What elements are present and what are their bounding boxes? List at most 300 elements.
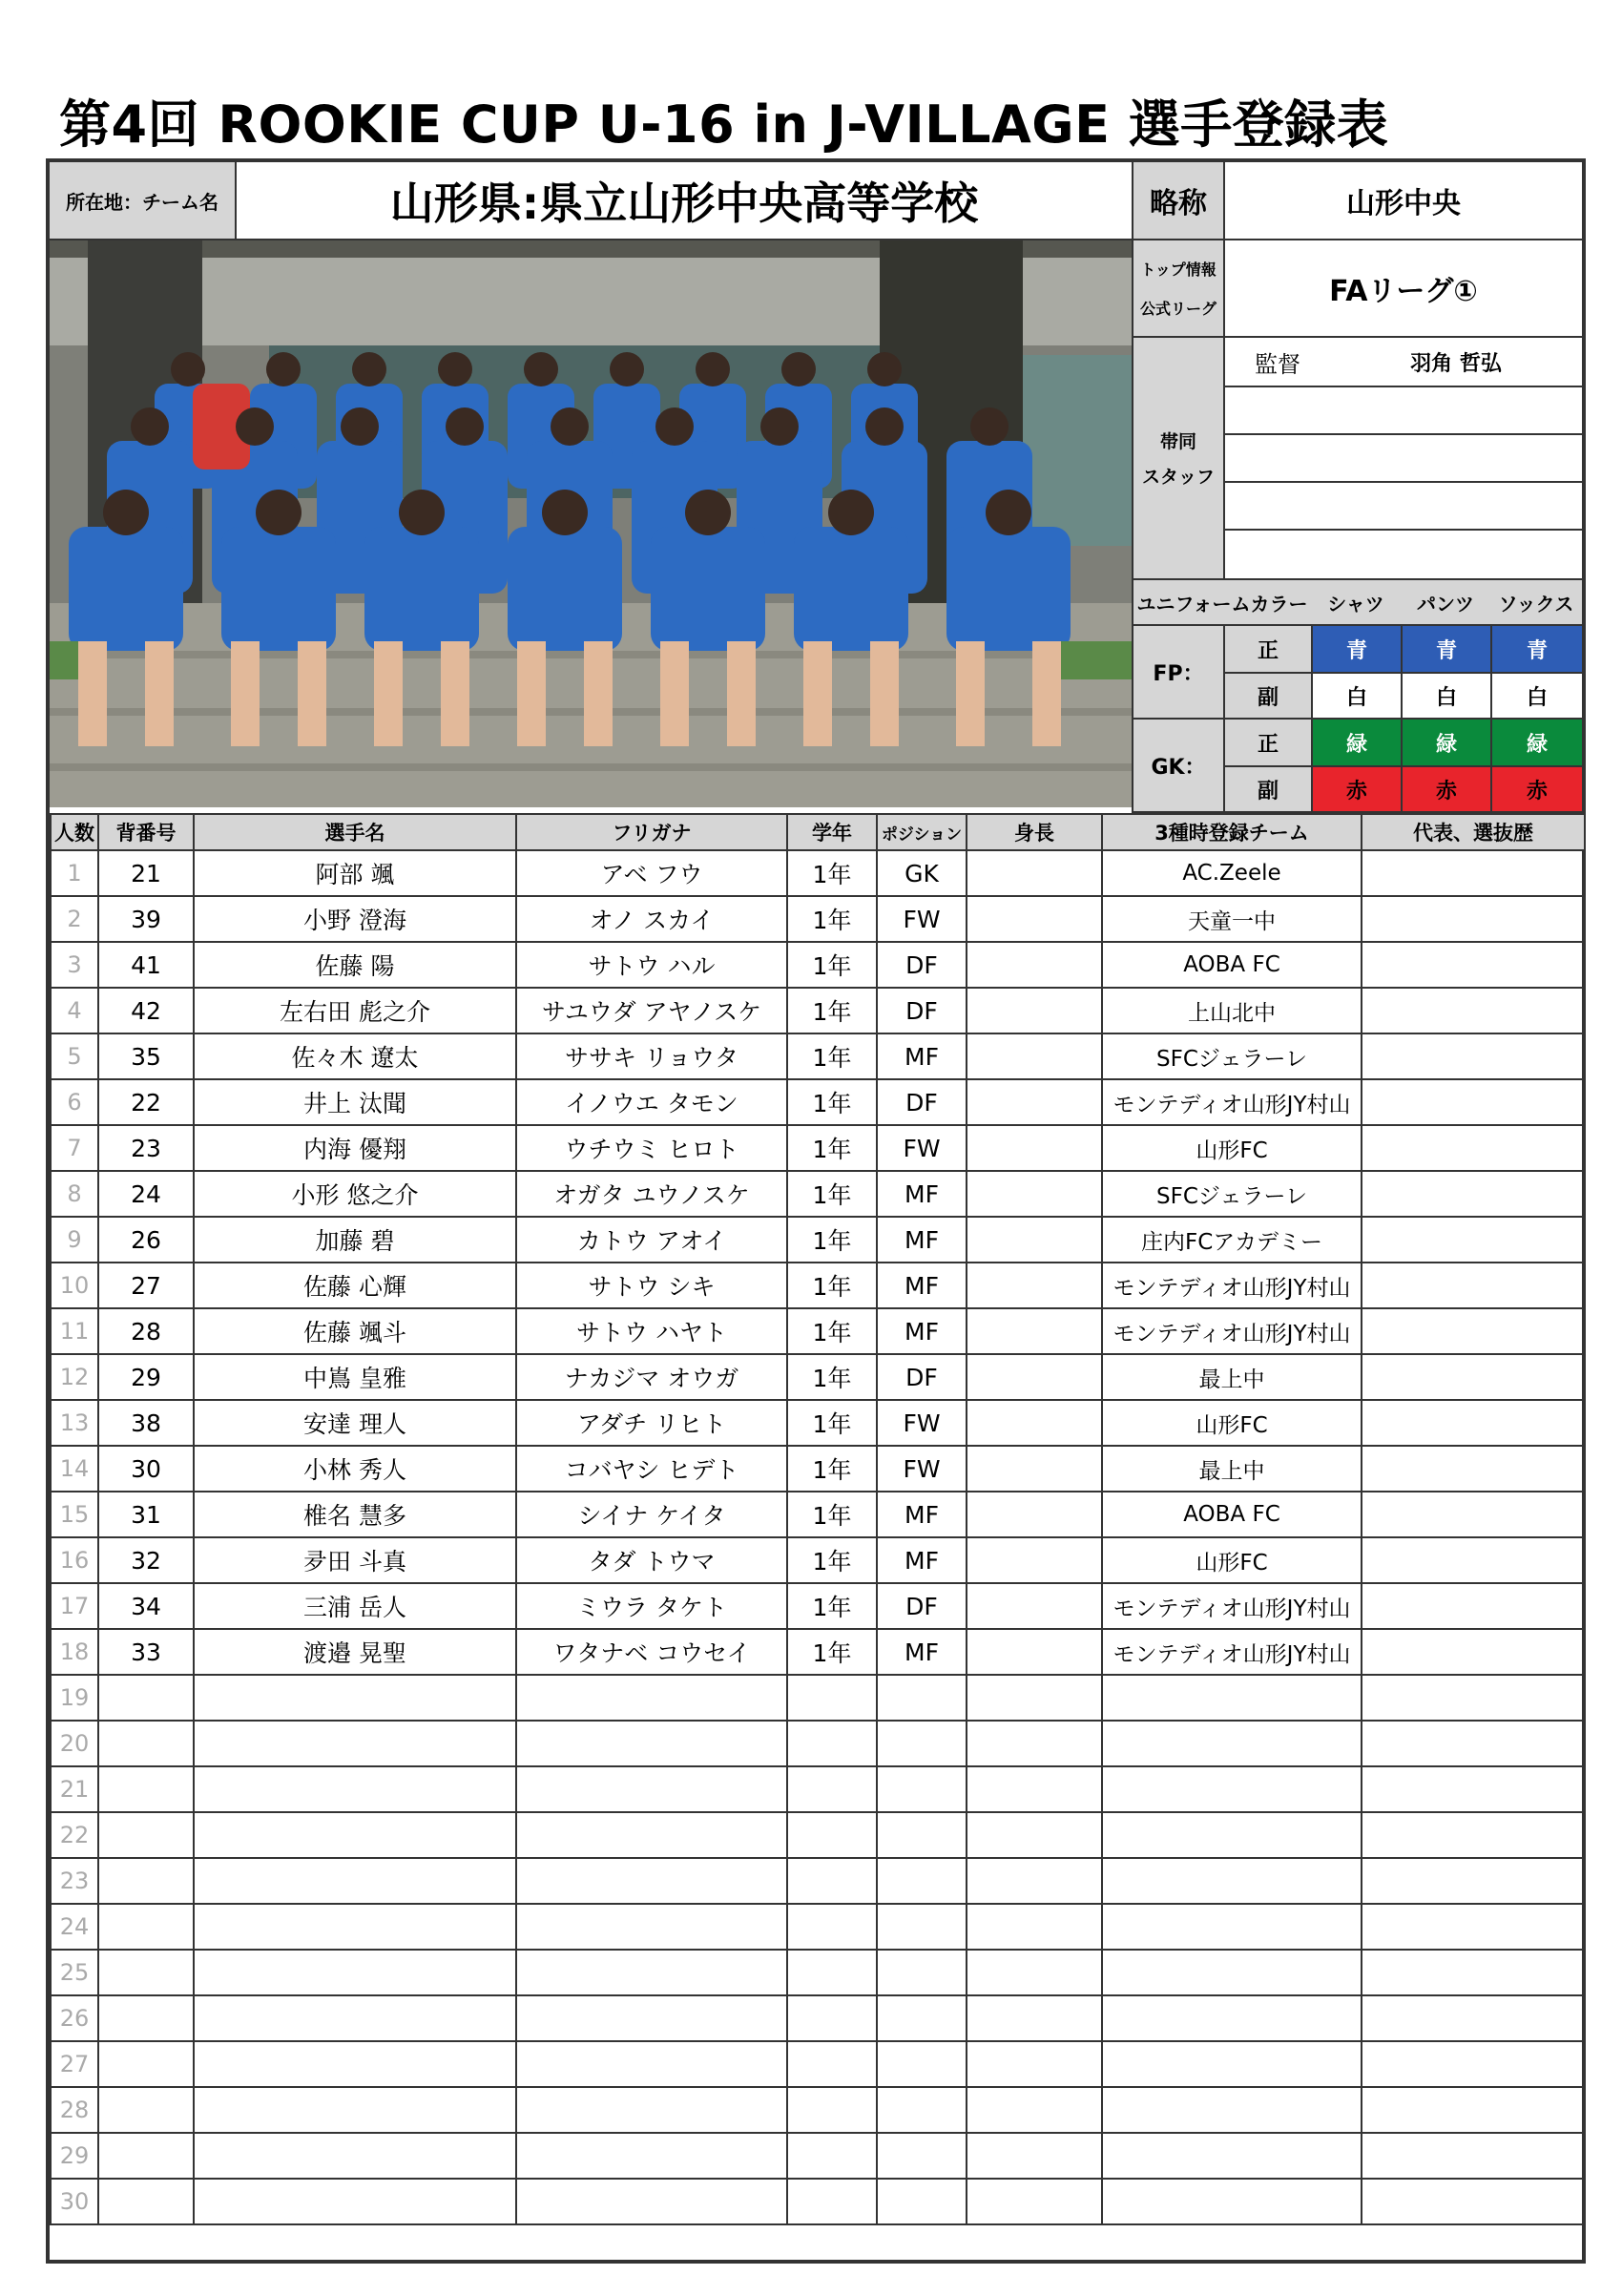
player-name: 小野 澄海 bbox=[194, 896, 516, 942]
player-position bbox=[877, 1812, 967, 1858]
player-kana: ササキ リョウタ bbox=[516, 1033, 787, 1079]
staff-row-4 bbox=[1223, 481, 1584, 531]
player-position: MF bbox=[877, 1308, 967, 1354]
roster-table bbox=[50, 813, 1586, 2225]
table-row bbox=[51, 2087, 1585, 2133]
player-kana: イノウエ タモン bbox=[516, 1079, 787, 1125]
player-name: 中嶌 皇雅 bbox=[194, 1354, 516, 1400]
player-junior-team bbox=[1102, 2133, 1362, 2179]
player-kana bbox=[516, 2179, 787, 2224]
gk-secondary-shirt: 赤 bbox=[1311, 765, 1403, 813]
player-junior-team bbox=[1102, 1950, 1362, 1995]
player-representative bbox=[1362, 1079, 1585, 1125]
player-kana: ミウラ タケト bbox=[516, 1583, 787, 1629]
player-height bbox=[967, 1812, 1102, 1858]
table-row bbox=[51, 942, 1585, 988]
player-name bbox=[194, 2133, 516, 2179]
player-position bbox=[877, 1904, 967, 1950]
player-number: 31 bbox=[98, 1492, 194, 1537]
player-representative bbox=[1362, 896, 1585, 942]
table-row bbox=[51, 850, 1585, 896]
fp-secondary-socks: 白 bbox=[1490, 672, 1584, 720]
player-representative bbox=[1362, 1766, 1585, 1812]
player-grade bbox=[787, 1950, 877, 1995]
row-count: 20 bbox=[51, 1721, 98, 1766]
uniform-col-socks: ソックス bbox=[1490, 578, 1584, 626]
player-representative bbox=[1362, 2041, 1585, 2087]
player-grade bbox=[787, 1721, 877, 1766]
player-name bbox=[194, 1766, 516, 1812]
player-number bbox=[98, 1858, 194, 1904]
table-row bbox=[51, 1537, 1585, 1583]
player-number: 32 bbox=[98, 1537, 194, 1583]
player-junior-team: 最上中 bbox=[1102, 1446, 1362, 1492]
player-height bbox=[967, 1033, 1102, 1079]
player-kana: タダ トウマ bbox=[516, 1537, 787, 1583]
player-grade: 1年 bbox=[787, 988, 877, 1033]
player-height bbox=[967, 850, 1102, 896]
player-position: MF bbox=[877, 1171, 967, 1217]
player-grade bbox=[787, 1995, 877, 2041]
player-number: 34 bbox=[98, 1583, 194, 1629]
player-name: 安達 理人 bbox=[194, 1400, 516, 1446]
player-height bbox=[967, 1995, 1102, 2041]
player-kana: シイナ ケイタ bbox=[516, 1492, 787, 1537]
col-representative: 代表、選抜歴 bbox=[1362, 814, 1585, 850]
uniform-col-shirt: シャツ bbox=[1311, 578, 1403, 626]
player-junior-team: 山形FC bbox=[1102, 1537, 1362, 1583]
col-junior-team: 3種時登録チーム bbox=[1102, 814, 1362, 850]
table-row bbox=[51, 1263, 1585, 1308]
player-grade: 1年 bbox=[787, 1354, 877, 1400]
player-number: 22 bbox=[98, 1079, 194, 1125]
uniform-col-pants: パンツ bbox=[1401, 578, 1492, 626]
player-kana: コバヤシ ヒデト bbox=[516, 1446, 787, 1492]
player-number bbox=[98, 1766, 194, 1812]
player-number bbox=[98, 1812, 194, 1858]
player-representative bbox=[1362, 1171, 1585, 1217]
player-kana bbox=[516, 1995, 787, 2041]
table-row bbox=[51, 1354, 1585, 1400]
location-label: 所在地：チーム名 bbox=[48, 160, 237, 240]
row-count: 1 bbox=[51, 850, 98, 896]
player-position bbox=[877, 1858, 967, 1904]
player-representative bbox=[1362, 1858, 1585, 1904]
player-name: 左右田 彪之介 bbox=[194, 988, 516, 1033]
player-number: 39 bbox=[98, 896, 194, 942]
player-kana: オノ スカイ bbox=[516, 896, 787, 942]
player-height bbox=[967, 1629, 1102, 1675]
player-junior-team: 庄内FCアカデミー bbox=[1102, 1217, 1362, 1263]
player-height bbox=[967, 1079, 1102, 1125]
player-junior-team bbox=[1102, 1995, 1362, 2041]
player-position bbox=[877, 2133, 967, 2179]
gk-secondary-pants: 赤 bbox=[1401, 765, 1492, 813]
player-height bbox=[967, 1492, 1102, 1537]
fp-primary-shirt: 青 bbox=[1311, 624, 1403, 674]
player-name bbox=[194, 1995, 516, 2041]
fp-primary-label: 正 bbox=[1223, 624, 1313, 674]
player-height bbox=[967, 1904, 1102, 1950]
player-position: MF bbox=[877, 1033, 967, 1079]
roster-body bbox=[51, 850, 1585, 2224]
player-representative bbox=[1362, 1721, 1585, 1766]
uniform-label: ユニフォームカラー bbox=[1132, 578, 1313, 626]
row-count: 26 bbox=[51, 1995, 98, 2041]
row-count: 16 bbox=[51, 1537, 98, 1583]
player-representative bbox=[1362, 942, 1585, 988]
player-junior-team: 山形FC bbox=[1102, 1400, 1362, 1446]
player-grade: 1年 bbox=[787, 1263, 877, 1308]
table-row bbox=[51, 2179, 1585, 2224]
player-grade: 1年 bbox=[787, 1492, 877, 1537]
page-title: 第4回 ROOKIE CUP U-16 in J-VILLAGE 選手登録表 bbox=[59, 94, 1389, 155]
row-count: 18 bbox=[51, 1629, 98, 1675]
player-junior-team: 天童一中 bbox=[1102, 896, 1362, 942]
player-kana: オガタ ユウノスケ bbox=[516, 1171, 787, 1217]
player-grade: 1年 bbox=[787, 1033, 877, 1079]
player-position bbox=[877, 1675, 967, 1721]
player-position bbox=[877, 1995, 967, 2041]
player-height bbox=[967, 1766, 1102, 1812]
table-row bbox=[51, 1675, 1585, 1721]
table-row bbox=[51, 1766, 1585, 1812]
abbr-value: 山形中央 bbox=[1223, 160, 1584, 240]
row-count: 3 bbox=[51, 942, 98, 988]
player-kana bbox=[516, 1766, 787, 1812]
player-height bbox=[967, 2087, 1102, 2133]
player-junior-team bbox=[1102, 1812, 1362, 1858]
row-count: 13 bbox=[51, 1400, 98, 1446]
player-junior-team: 最上中 bbox=[1102, 1354, 1362, 1400]
player-junior-team: SFCジェラーレ bbox=[1102, 1171, 1362, 1217]
row-count: 24 bbox=[51, 1904, 98, 1950]
roster-header-row bbox=[51, 814, 1585, 850]
player-number bbox=[98, 1950, 194, 1995]
table-row bbox=[51, 1079, 1585, 1125]
row-count: 28 bbox=[51, 2087, 98, 2133]
row-count: 8 bbox=[51, 1171, 98, 1217]
player-junior-team: モンテディオ山形JY村山 bbox=[1102, 1629, 1362, 1675]
player-grade: 1年 bbox=[787, 850, 877, 896]
player-representative bbox=[1362, 1446, 1585, 1492]
player-name: 阿部 颯 bbox=[194, 850, 516, 896]
player-grade: 1年 bbox=[787, 942, 877, 988]
player-position bbox=[877, 1950, 967, 1995]
row-count: 11 bbox=[51, 1308, 98, 1354]
gk-primary-shirt: 緑 bbox=[1311, 718, 1403, 767]
player-grade bbox=[787, 1766, 877, 1812]
player-name: 小林 秀人 bbox=[194, 1446, 516, 1492]
player-junior-team bbox=[1102, 1721, 1362, 1766]
player-kana bbox=[516, 2133, 787, 2179]
player-grade: 1年 bbox=[787, 1583, 877, 1629]
player-representative bbox=[1362, 1995, 1585, 2041]
player-grade bbox=[787, 2133, 877, 2179]
gk-primary-socks: 緑 bbox=[1490, 718, 1584, 767]
player-junior-team: モンテディオ山形JY村山 bbox=[1102, 1263, 1362, 1308]
staff-row-3 bbox=[1223, 433, 1584, 483]
player-name: 内海 優翔 bbox=[194, 1125, 516, 1171]
player-position bbox=[877, 1766, 967, 1812]
col-position: ポジション bbox=[877, 814, 967, 850]
player-name bbox=[194, 2087, 516, 2133]
player-grade bbox=[787, 1812, 877, 1858]
player-height bbox=[967, 2179, 1102, 2224]
player-representative bbox=[1362, 1950, 1585, 1995]
player-position: DF bbox=[877, 1354, 967, 1400]
player-position: FW bbox=[877, 1446, 967, 1492]
player-name: 夛田 斗真 bbox=[194, 1537, 516, 1583]
player-kana: サトウ ハル bbox=[516, 942, 787, 988]
row-count: 10 bbox=[51, 1263, 98, 1308]
player-number bbox=[98, 2041, 194, 2087]
player-height bbox=[967, 1308, 1102, 1354]
fp-secondary-pants: 白 bbox=[1401, 672, 1492, 720]
player-junior-team: 上山北中 bbox=[1102, 988, 1362, 1033]
player-position: MF bbox=[877, 1217, 967, 1263]
table-row bbox=[51, 1308, 1585, 1354]
coach-label: 監督 bbox=[1255, 350, 1300, 378]
player-height bbox=[967, 2041, 1102, 2087]
col-grade: 学年 bbox=[787, 814, 877, 850]
player-kana bbox=[516, 1721, 787, 1766]
player-number: 21 bbox=[98, 850, 194, 896]
player-name: 佐藤 颯斗 bbox=[194, 1308, 516, 1354]
col-height: 身長 bbox=[967, 814, 1102, 850]
player-position: MF bbox=[877, 1492, 967, 1537]
player-representative bbox=[1362, 2087, 1585, 2133]
player-number: 35 bbox=[98, 1033, 194, 1079]
player-name bbox=[194, 1675, 516, 1721]
player-number bbox=[98, 1721, 194, 1766]
player-position: DF bbox=[877, 988, 967, 1033]
player-kana bbox=[516, 1950, 787, 1995]
row-count: 15 bbox=[51, 1492, 98, 1537]
player-number: 27 bbox=[98, 1263, 194, 1308]
table-row bbox=[51, 988, 1585, 1033]
player-height bbox=[967, 1446, 1102, 1492]
staff-row-5 bbox=[1223, 529, 1584, 580]
table-row bbox=[51, 896, 1585, 942]
player-representative bbox=[1362, 1537, 1585, 1583]
player-number: 42 bbox=[98, 988, 194, 1033]
fp-primary-pants: 青 bbox=[1401, 624, 1492, 674]
player-representative bbox=[1362, 988, 1585, 1033]
staff-label-2: スタッフ bbox=[1141, 467, 1215, 488]
player-kana: アダチ リヒト bbox=[516, 1400, 787, 1446]
table-row bbox=[51, 1033, 1585, 1079]
player-junior-team bbox=[1102, 1858, 1362, 1904]
row-count: 9 bbox=[51, 1217, 98, 1263]
top-info-label-box bbox=[1132, 239, 1225, 338]
row-count: 17 bbox=[51, 1583, 98, 1629]
row-count: 23 bbox=[51, 1858, 98, 1904]
player-representative bbox=[1362, 1629, 1585, 1675]
player-junior-team bbox=[1102, 2087, 1362, 2133]
player-position: MF bbox=[877, 1263, 967, 1308]
player-name bbox=[194, 1904, 516, 1950]
player-representative bbox=[1362, 1583, 1585, 1629]
player-name: 佐藤 心輝 bbox=[194, 1263, 516, 1308]
gk-secondary-socks: 赤 bbox=[1490, 765, 1584, 813]
col-number: 背番号 bbox=[98, 814, 194, 850]
player-representative bbox=[1362, 1354, 1585, 1400]
player-name: 三浦 岳人 bbox=[194, 1583, 516, 1629]
player-kana bbox=[516, 1812, 787, 1858]
player-height bbox=[967, 1171, 1102, 1217]
player-position: FW bbox=[877, 1125, 967, 1171]
player-position bbox=[877, 2041, 967, 2087]
row-count: 7 bbox=[51, 1125, 98, 1171]
player-representative bbox=[1362, 1308, 1585, 1354]
player-junior-team bbox=[1102, 1904, 1362, 1950]
player-grade: 1年 bbox=[787, 1079, 877, 1125]
player-number: 29 bbox=[98, 1354, 194, 1400]
player-name: 渡邉 晃聖 bbox=[194, 1629, 516, 1675]
player-position: MF bbox=[877, 1537, 967, 1583]
player-number: 38 bbox=[98, 1400, 194, 1446]
player-name bbox=[194, 1858, 516, 1904]
player-position bbox=[877, 2179, 967, 2224]
player-kana: サトウ ハヤト bbox=[516, 1308, 787, 1354]
col-count: 人数 bbox=[51, 814, 98, 850]
league-value: FAリーグ① bbox=[1223, 239, 1584, 338]
player-grade: 1年 bbox=[787, 1537, 877, 1583]
row-count: 12 bbox=[51, 1354, 98, 1400]
staff-label-1: 帯同 bbox=[1159, 431, 1196, 452]
player-name bbox=[194, 1812, 516, 1858]
player-height bbox=[967, 1354, 1102, 1400]
player-name bbox=[194, 1721, 516, 1766]
player-representative bbox=[1362, 1400, 1585, 1446]
table-row bbox=[51, 1858, 1585, 1904]
player-kana: カトウ アオイ bbox=[516, 1217, 787, 1263]
player-number: 23 bbox=[98, 1125, 194, 1171]
row-count: 21 bbox=[51, 1766, 98, 1812]
table-row bbox=[51, 1400, 1585, 1446]
player-grade: 1年 bbox=[787, 1400, 877, 1446]
player-grade: 1年 bbox=[787, 896, 877, 942]
player-kana: アベ フウ bbox=[516, 850, 787, 896]
player-height bbox=[967, 1583, 1102, 1629]
player-position: GK bbox=[877, 850, 967, 896]
player-height bbox=[967, 1721, 1102, 1766]
staff-row-2 bbox=[1223, 386, 1584, 435]
row-count: 25 bbox=[51, 1950, 98, 1995]
player-representative bbox=[1362, 2133, 1585, 2179]
table-row bbox=[51, 1217, 1585, 1263]
player-position: FW bbox=[877, 1400, 967, 1446]
player-kana bbox=[516, 2087, 787, 2133]
player-grade: 1年 bbox=[787, 1629, 877, 1675]
table-row bbox=[51, 1125, 1585, 1171]
player-grade bbox=[787, 1858, 877, 1904]
player-position: DF bbox=[877, 942, 967, 988]
player-grade bbox=[787, 1904, 877, 1950]
gk-secondary-label: 副 bbox=[1223, 765, 1313, 813]
table-row bbox=[51, 1812, 1585, 1858]
player-position: DF bbox=[877, 1079, 967, 1125]
player-kana: サユウダ アヤノスケ bbox=[516, 988, 787, 1033]
row-count: 22 bbox=[51, 1812, 98, 1858]
fp-label: FP： bbox=[1132, 624, 1225, 720]
player-kana bbox=[516, 1904, 787, 1950]
player-representative bbox=[1362, 1263, 1585, 1308]
player-junior-team bbox=[1102, 1675, 1362, 1721]
player-junior-team bbox=[1102, 1766, 1362, 1812]
coach-row bbox=[1223, 336, 1584, 387]
player-position: MF bbox=[877, 1629, 967, 1675]
player-position: FW bbox=[877, 896, 967, 942]
player-number: 33 bbox=[98, 1629, 194, 1675]
player-grade bbox=[787, 2087, 877, 2133]
table-row bbox=[51, 1629, 1585, 1675]
player-junior-team: モンテディオ山形JY村山 bbox=[1102, 1308, 1362, 1354]
col-kana: フリガナ bbox=[516, 814, 787, 850]
player-grade bbox=[787, 1675, 877, 1721]
fp-primary-socks: 青 bbox=[1490, 624, 1584, 674]
player-name bbox=[194, 2041, 516, 2087]
team-full-name: 山形県:県立山形中央高等学校 bbox=[235, 160, 1133, 240]
row-count: 29 bbox=[51, 2133, 98, 2179]
fp-secondary-shirt: 白 bbox=[1311, 672, 1403, 720]
player-junior-team bbox=[1102, 2179, 1362, 2224]
player-number: 41 bbox=[98, 942, 194, 988]
player-height bbox=[967, 1400, 1102, 1446]
player-grade: 1年 bbox=[787, 1125, 877, 1171]
top-info-label: トップ情報 bbox=[1140, 261, 1216, 279]
player-kana bbox=[516, 2041, 787, 2087]
player-junior-team: モンテディオ山形JY村山 bbox=[1102, 1079, 1362, 1125]
player-junior-team: AC.Zeele bbox=[1102, 850, 1362, 896]
table-row bbox=[51, 1583, 1585, 1629]
player-number bbox=[98, 2133, 194, 2179]
player-grade bbox=[787, 2179, 877, 2224]
player-number bbox=[98, 1904, 194, 1950]
player-junior-team: SFCジェラーレ bbox=[1102, 1033, 1362, 1079]
player-grade bbox=[787, 2041, 877, 2087]
player-kana: ウチウミ ヒロト bbox=[516, 1125, 787, 1171]
player-representative bbox=[1362, 1033, 1585, 1079]
player-position bbox=[877, 2087, 967, 2133]
row-count: 2 bbox=[51, 896, 98, 942]
player-name: 佐藤 陽 bbox=[194, 942, 516, 988]
player-grade: 1年 bbox=[787, 1217, 877, 1263]
player-kana bbox=[516, 1675, 787, 1721]
player-kana: ナカジマ オウガ bbox=[516, 1354, 787, 1400]
player-height bbox=[967, 942, 1102, 988]
gk-label: GK： bbox=[1132, 718, 1225, 813]
player-junior-team: 山形FC bbox=[1102, 1125, 1362, 1171]
row-count: 4 bbox=[51, 988, 98, 1033]
table-row bbox=[51, 1171, 1585, 1217]
player-name bbox=[194, 1950, 516, 1995]
player-position bbox=[877, 1721, 967, 1766]
player-junior-team bbox=[1102, 2041, 1362, 2087]
player-representative bbox=[1362, 2179, 1585, 2224]
player-kana: ワタナベ コウセイ bbox=[516, 1629, 787, 1675]
player-number bbox=[98, 2087, 194, 2133]
player-grade: 1年 bbox=[787, 1308, 877, 1354]
player-name: 小形 悠之介 bbox=[194, 1171, 516, 1217]
row-count: 6 bbox=[51, 1079, 98, 1125]
player-name: 椎名 慧多 bbox=[194, 1492, 516, 1537]
player-representative bbox=[1362, 850, 1585, 896]
player-number: 26 bbox=[98, 1217, 194, 1263]
row-count: 27 bbox=[51, 2041, 98, 2087]
player-kana: サトウ シキ bbox=[516, 1263, 787, 1308]
